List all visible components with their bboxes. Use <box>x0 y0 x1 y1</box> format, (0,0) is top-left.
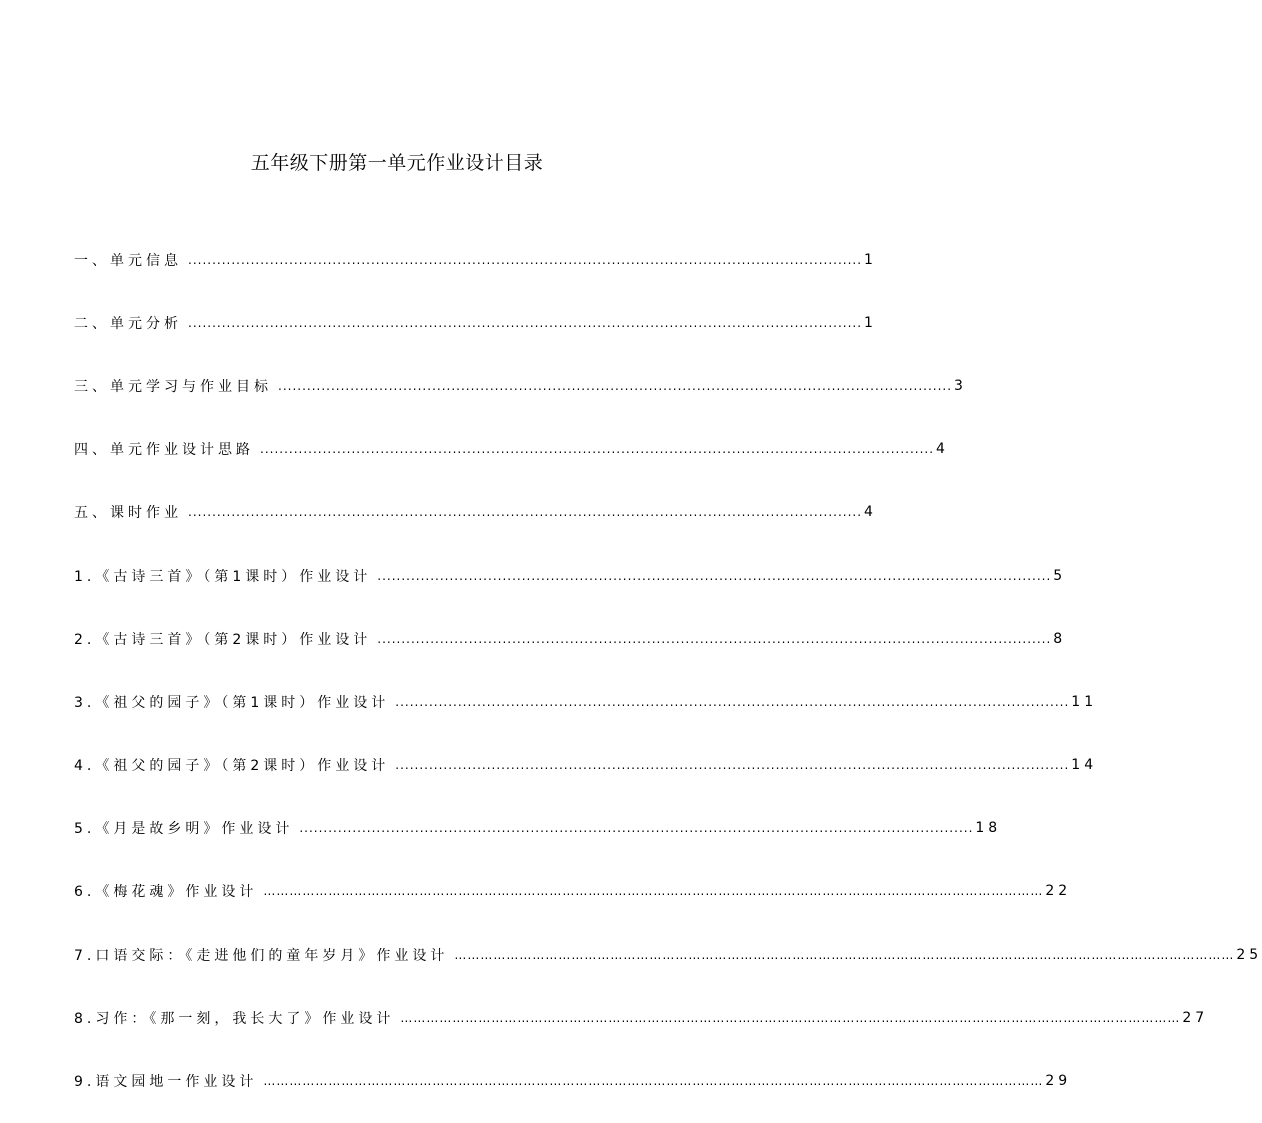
toc-entry-label: 2.《古诗三首》（第2课时）作业设计 <box>74 631 372 648</box>
toc-dot-leader: ............................................................................................................................................ <box>260 442 935 457</box>
toc-entry[interactable] <box>74 228 877 291</box>
toc-dot-leader: ............................................................................................................................................ <box>395 758 1070 773</box>
toc-dot-leader: ……………………………………………………………………………………………………………………………………………………………… <box>400 1010 1181 1025</box>
toc-entry-label: 二、单元分析 <box>74 315 182 332</box>
toc-entry-page: 5 <box>1053 567 1067 584</box>
toc-dot-leader: ……………………………………………………………………………………………………………………………………………………………… <box>263 884 1044 899</box>
toc-entry-label: 8.习作：《那一刻，我长大了》作业设计 <box>74 1010 395 1027</box>
toc-dot-leader: ……………………………………………………………………………………………………………………………………………………………… <box>454 947 1235 962</box>
toc-entry-label: 五、课时作业 <box>74 505 182 522</box>
toc-entry-page: 14 <box>1071 757 1098 774</box>
toc-dot-leader: ............................................................................................................................................ <box>188 252 863 267</box>
toc-entry[interactable] <box>74 734 1098 797</box>
toc-entry-page: 22 <box>1045 883 1072 900</box>
toc-dot-leader: ……………………………………………………………………………………………………………………………………………………………… <box>263 1074 1044 1089</box>
toc-dot-leader: ............................................................................................................................................ <box>377 631 1052 646</box>
toc-dot-leader: ............................................................................................................................................ <box>395 694 1070 709</box>
toc-entry-page: 27 <box>1182 1009 1209 1026</box>
toc-entry[interactable] <box>74 607 1067 670</box>
toc-entry[interactable] <box>74 986 1209 1049</box>
toc-entry-label: 四、单元作业设计思路 <box>74 442 254 459</box>
toc-dot-leader: ............................................................................................................................................ <box>299 821 974 836</box>
toc-entry[interactable] <box>74 860 1072 923</box>
toc-entry-page: 29 <box>1045 1073 1072 1090</box>
toc-dot-leader: ............................................................................................................................................ <box>188 315 863 330</box>
toc-entry[interactable] <box>74 291 877 354</box>
toc-dot-leader: ............................................................................................................................................ <box>377 568 1052 583</box>
table-of-contents <box>74 228 1262 1113</box>
toc-entry[interactable] <box>74 923 1262 986</box>
toc-dot-leader: ............................................................................................................................................ <box>188 505 863 520</box>
toc-entry-page: 1 <box>864 251 877 268</box>
toc-entry[interactable] <box>74 354 967 417</box>
toc-entry[interactable] <box>74 544 1067 607</box>
toc-entry[interactable] <box>74 797 1002 860</box>
toc-entry-page: 4 <box>864 504 877 521</box>
toc-entry-page: 25 <box>1236 946 1262 963</box>
toc-entry[interactable] <box>74 1049 1072 1112</box>
toc-entry-label: 5.《月是故乡明》作业设计 <box>74 821 294 838</box>
toc-entry-page: 4 <box>936 441 949 458</box>
toc-entry-label: 7.口语交际：《走进他们的童年岁月》作业设计 <box>74 947 449 964</box>
toc-entry-label: 6.《梅花魂》作业设计 <box>74 884 258 901</box>
toc-entry-label: 1.《古诗三首》（第1课时）作业设计 <box>74 568 372 585</box>
page-title: 五年级下册第一单元作业设计目录 <box>250 152 544 174</box>
toc-entry-label: 三、单元学习与作业目标 <box>74 378 272 395</box>
toc-entry-page: 11 <box>1071 693 1098 710</box>
toc-entry-label: 3.《祖父的园子》（第1课时）作业设计 <box>74 694 390 711</box>
toc-entry[interactable] <box>74 670 1098 733</box>
toc-entry-page: 1 <box>864 314 877 331</box>
toc-entry-label: 4.《祖父的园子》（第2课时）作业设计 <box>74 758 390 775</box>
toc-entry-page: 18 <box>975 820 1002 837</box>
toc-entry-page: 8 <box>1053 630 1067 647</box>
toc-entry-label: 一、单元信息 <box>74 252 182 269</box>
toc-dot-leader: ............................................................................................................................................ <box>278 378 953 393</box>
toc-entry-label: 9.语文园地一作业设计 <box>74 1074 258 1091</box>
toc-entry[interactable] <box>74 481 877 544</box>
toc-entry[interactable] <box>74 418 949 481</box>
toc-entry-page: 3 <box>954 377 967 394</box>
